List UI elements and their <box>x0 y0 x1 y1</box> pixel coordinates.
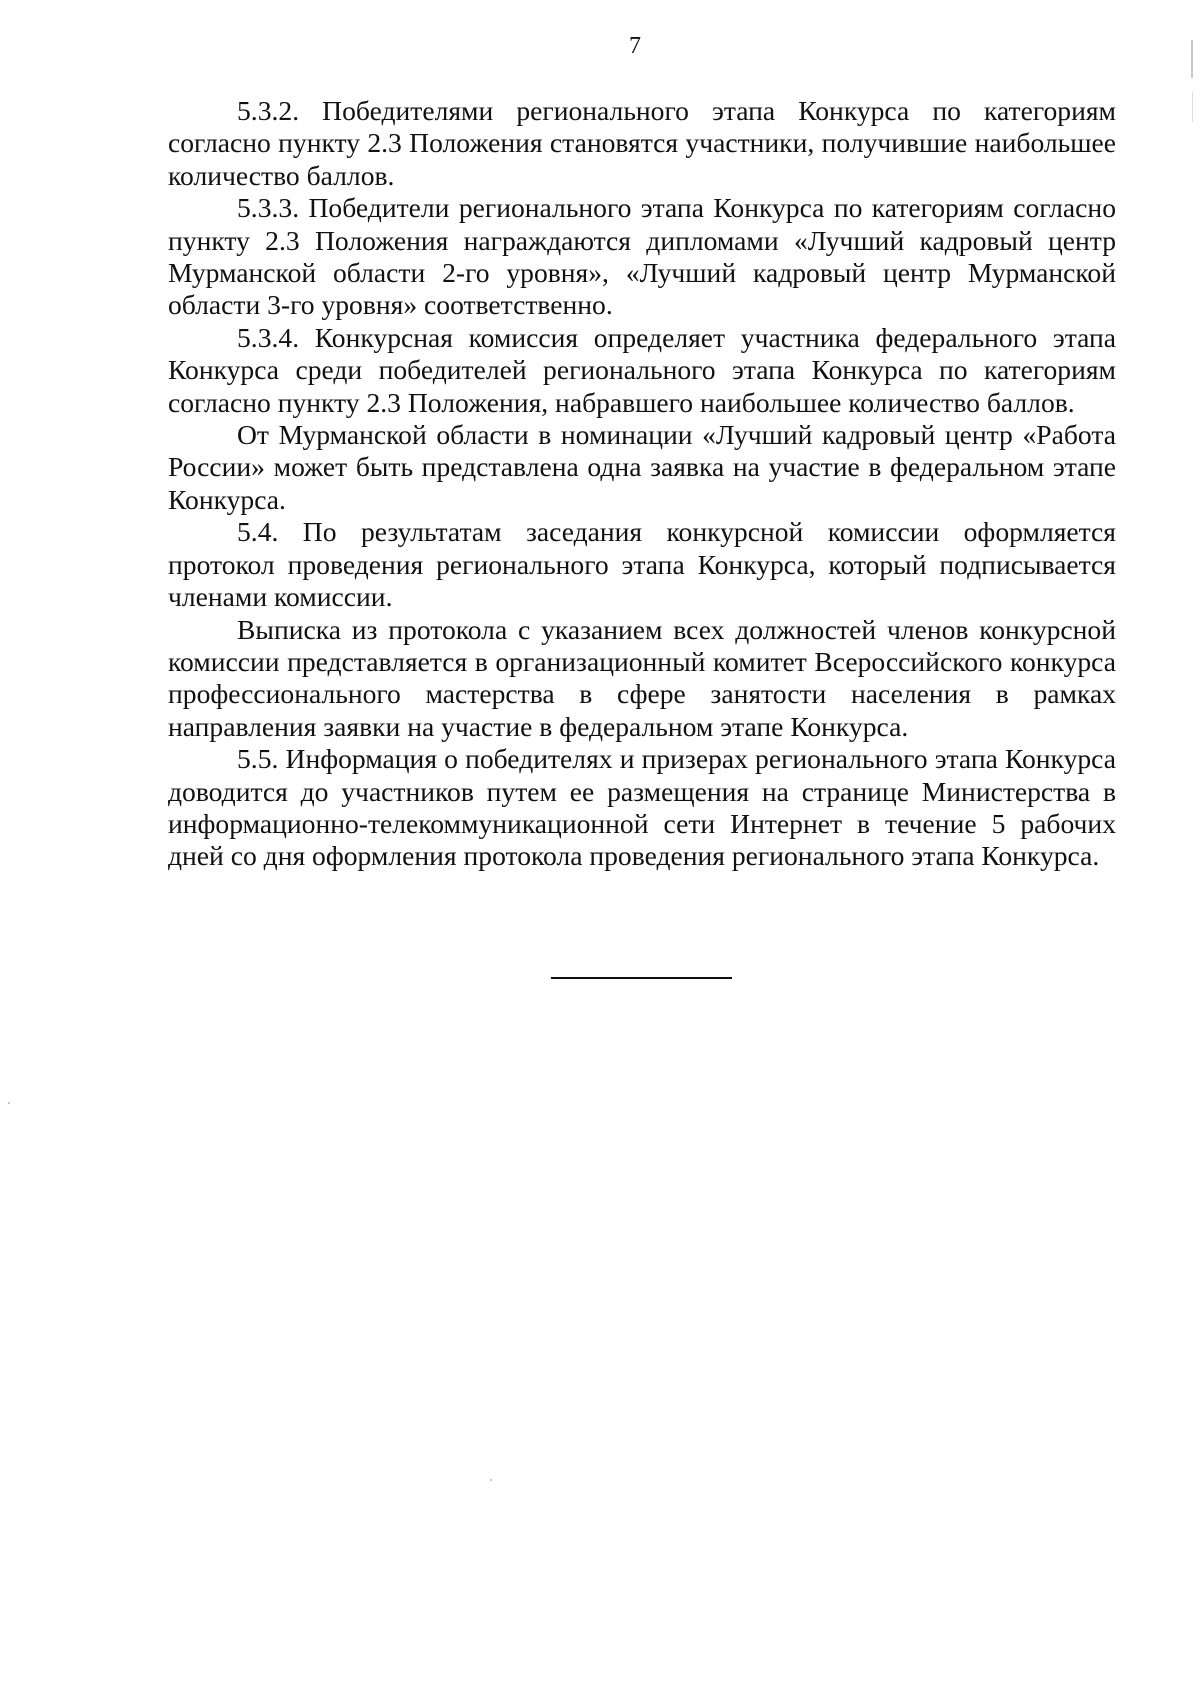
paragraph-5-4: 5.4. По результатам заседания конкурсной комиссии оформляется протокол проведения регионального этапа Конкурса, который подписывается членами комиссии. <box>168 516 1116 613</box>
scan-artifact-dot <box>8 1102 10 1104</box>
paragraph-5-5: 5.5. Информация о победителях и призерах регионального этапа Конкурса доводится до участников путем ее размещения на странице Министерства в информационно-телекоммуникационной сети Интернет в течение 5 рабочих дней со дня оформления протокола проведения регионального этапа Конкурса. <box>168 743 1116 872</box>
paragraph-murmansk-nomination: От Мурманской области в номинации «Лучший кадровый центр «Работа России» может быть представлена одна заявка на участие в федеральном этапе Конкурса. <box>168 419 1116 515</box>
paragraph-5-3-4: 5.3.4. Конкурсная комиссия определяет участника федерального этапа Конкурса среди победителей регионального этапа Конкурса по категориям согласно пункту 2.3 Положения, набравшего наибольшее количество баллов. <box>168 321 1116 418</box>
paragraph-5-3-2: 5.3.2. Победителями регионального этапа Конкурса по категориям согласно пункту 2.3 Положения становятся участники, получившие наибольшее количество баллов. <box>168 95 1116 191</box>
scan-artifact-edge <box>1191 40 1193 78</box>
page-number: 7 <box>629 33 641 59</box>
scan-artifact-dot <box>490 1479 492 1481</box>
paragraph-protocol-extract: Выписка из протокола с указанием всех должностей членов конкурсной комиссии представляется в организационный комитет Всероссийского конкурса профессионального мастерства в сфере занятости населения в рамках направления заявки на участие в федеральном этапе Конкурса. <box>168 613 1116 742</box>
scan-artifact-edge-faint <box>1192 92 1193 122</box>
closing-divider <box>551 977 732 979</box>
paragraph-5-3-3: 5.3.3. Победители регионального этапа Конкурса по категориям согласно пункту 2.3 Положения награждаются дипломами «Лучший кадровый центр Мурманской области 2-го уровня», «Лучший кадровый центр Мурманской области 3-го уровня» соответственно. <box>168 192 1116 321</box>
document-body <box>168 95 1116 873</box>
